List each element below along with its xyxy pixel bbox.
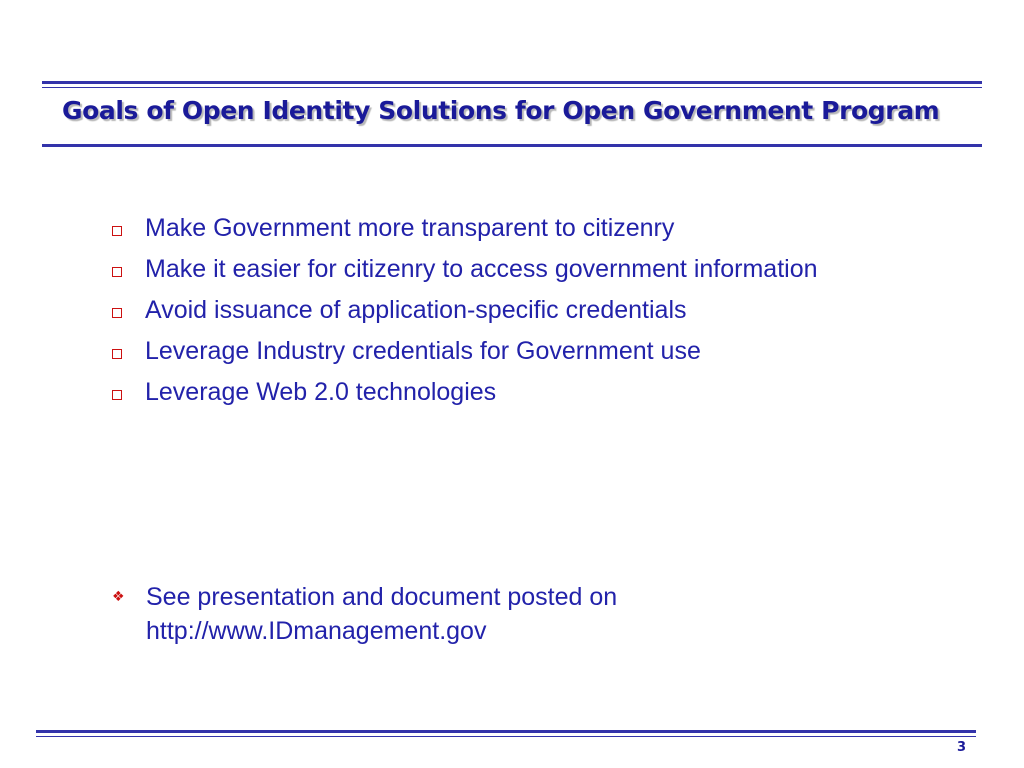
list-item-text: Make it easier for citizenry to access government information — [145, 255, 818, 283]
hollow-square-icon — [112, 267, 122, 277]
list-item-text: Avoid issuance of application-specific credentials — [145, 296, 687, 324]
top-rule-thin — [42, 87, 982, 88]
reference-note-text — [146, 580, 617, 648]
bottom-rule-thin — [36, 736, 976, 737]
list-item — [112, 372, 818, 413]
hollow-square-icon — [112, 226, 122, 236]
hollow-square-icon — [112, 390, 122, 400]
bottom-rule-thick — [36, 730, 976, 733]
hollow-square-icon — [112, 308, 122, 318]
four-diamond-icon: ❖ — [112, 589, 125, 605]
top-rule-thick — [42, 81, 982, 84]
reference-note-line: See presentation and document posted on — [146, 583, 618, 611]
hollow-square-icon — [112, 349, 122, 359]
goals-list — [112, 208, 818, 413]
list-item — [112, 290, 818, 331]
slide-title: Goals of Open Identity Solutions for Open Government Program — [62, 96, 940, 125]
list-item-text: Leverage Web 2.0 technologies — [145, 378, 497, 406]
list-item-text: Leverage Industry credentials for Government use — [145, 337, 701, 365]
list-item — [112, 331, 818, 372]
list-item — [112, 249, 818, 290]
list-item-text: Make Government more transparent to citizenry — [145, 214, 675, 242]
reference-url[interactable]: http://www.IDmanagement.gov — [146, 617, 487, 645]
reference-note — [112, 580, 617, 648]
page-number: 3 — [956, 740, 966, 755]
list-item — [112, 208, 818, 249]
title-underline — [42, 144, 982, 147]
